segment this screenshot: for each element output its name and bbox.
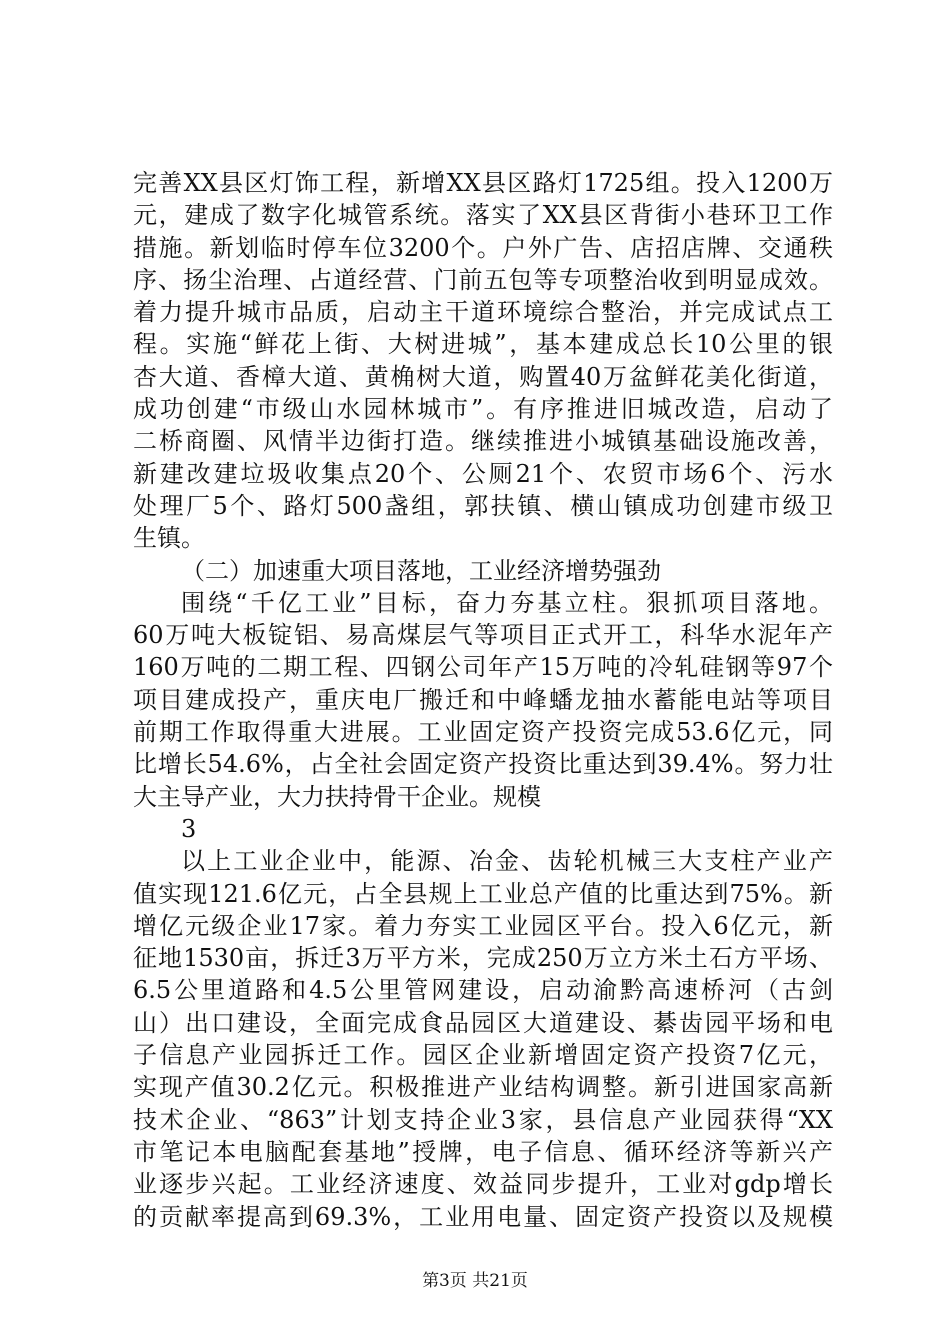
text-line: 二桥商圈、风情半边街打造。继续推进小城镇基础设施改善，	[133, 427, 833, 456]
text-line: 征地1530亩，拆迁3万平方米，完成250万立方米土石方平场、	[133, 944, 833, 973]
text-line: 新建改建垃圾收集点20个、公厕21个、农贸市场6个、污水	[133, 459, 833, 488]
page-footer: 第3页 共21页	[422, 1271, 528, 1291]
text-line: 项目建成投产，重庆电厂搬迁和中峰蟠龙抽水蓄能电站等项目	[133, 685, 833, 714]
text-line: 比增长54.6%，占全社会固定资产投资比重达到39.4%。努力壮	[133, 750, 833, 779]
text-line: 措施。新划临时停车位3200个。户外广告、店招店牌、交通秩	[133, 233, 833, 262]
text-line: 实现产值30.2亿元。积极推进产业结构调整。新引进国家高新	[133, 1073, 833, 1102]
text-line: 增亿元级企业17家。着力夯实工业园区平台。投入6亿元，新	[133, 911, 833, 940]
text-line: 160万吨的二期工程、四钢公司年产15万吨的冷轧硅钢等97个	[133, 653, 833, 682]
text-line: 60万吨大板锭铝、易高煤层气等项目正式开工，科华水泥年产	[133, 621, 833, 650]
text-line: 元，建成了数字化城管系统。落实了XX县区背街小巷环卫工作	[133, 201, 833, 230]
text-line: 着力提升城市品质，启动主干道环境综合整治，并完成试点工	[133, 298, 833, 327]
text-line: 成功创建“市级山水园林城市”。有序推进旧城改造，启动了	[133, 395, 833, 424]
text-line: 程。实施“鲜花上街、大树进城”，基本建成总长10公里的银	[133, 330, 833, 359]
text-line: 值实现121.6亿元，占全县规上工业总产值的比重达到75%。新	[133, 879, 833, 908]
text-line: 子信息产业园拆迁工作。园区企业新增固定资产投资7亿元，	[133, 1041, 833, 1070]
text-line: 的贡献率提高到69.3%，工业用电量、固定资产投资以及规模	[133, 1202, 833, 1231]
text-line: 大主导产业，大力扶持骨干企业。规模	[133, 782, 541, 811]
text-line: 以上工业企业中，能源、冶金、齿轮机械三大支柱产业产	[181, 847, 833, 876]
text-line: 完善XX县区灯饰工程，新增XX县区路灯1725组。投入1200万	[133, 169, 833, 197]
text-line: 业逐步兴起。工业经济速度、效益同步提升，工业对gdp增长	[133, 1170, 833, 1199]
text-line: 山）出口建设，全面完成食品园区大道建设、綦齿园平场和电	[133, 1008, 833, 1037]
section-heading: （二）加速重大项目落地，工业经济增势强劲	[181, 556, 661, 585]
inline-page-number: 3	[181, 814, 197, 843]
text-line: 前期工作取得重大进展。工业固定资产投资完成53.6亿元，同	[133, 718, 833, 747]
body-text	[133, 167, 833, 1233]
text-line: 生镇。	[133, 524, 205, 553]
text-line: 杏大道、香樟大道、黄桷树大道，购置40万盆鲜花美化街道，	[133, 362, 833, 391]
text-line: 序、扬尘治理、占道经营、门前五包等专项整治收到明显成效。	[133, 265, 833, 294]
text-line: 处理厂5个、路灯500盏组，郭扶镇、横山镇成功创建市级卫	[133, 491, 833, 520]
text-line: 围绕“千亿工业”目标，奋力夯基立柱。狠抓项目落地。	[181, 588, 833, 617]
text-line: 技术企业、“863”计划支持企业3家，县信息产业园获得“XX	[133, 1105, 833, 1134]
text-line: 6.5公里道路和4.5公里管网建设，启动渝黔高速桥河（古剑	[133, 976, 833, 1005]
text-line: 市笔记本电脑配套基地”授牌，电子信息、循环经济等新兴产	[133, 1137, 833, 1166]
